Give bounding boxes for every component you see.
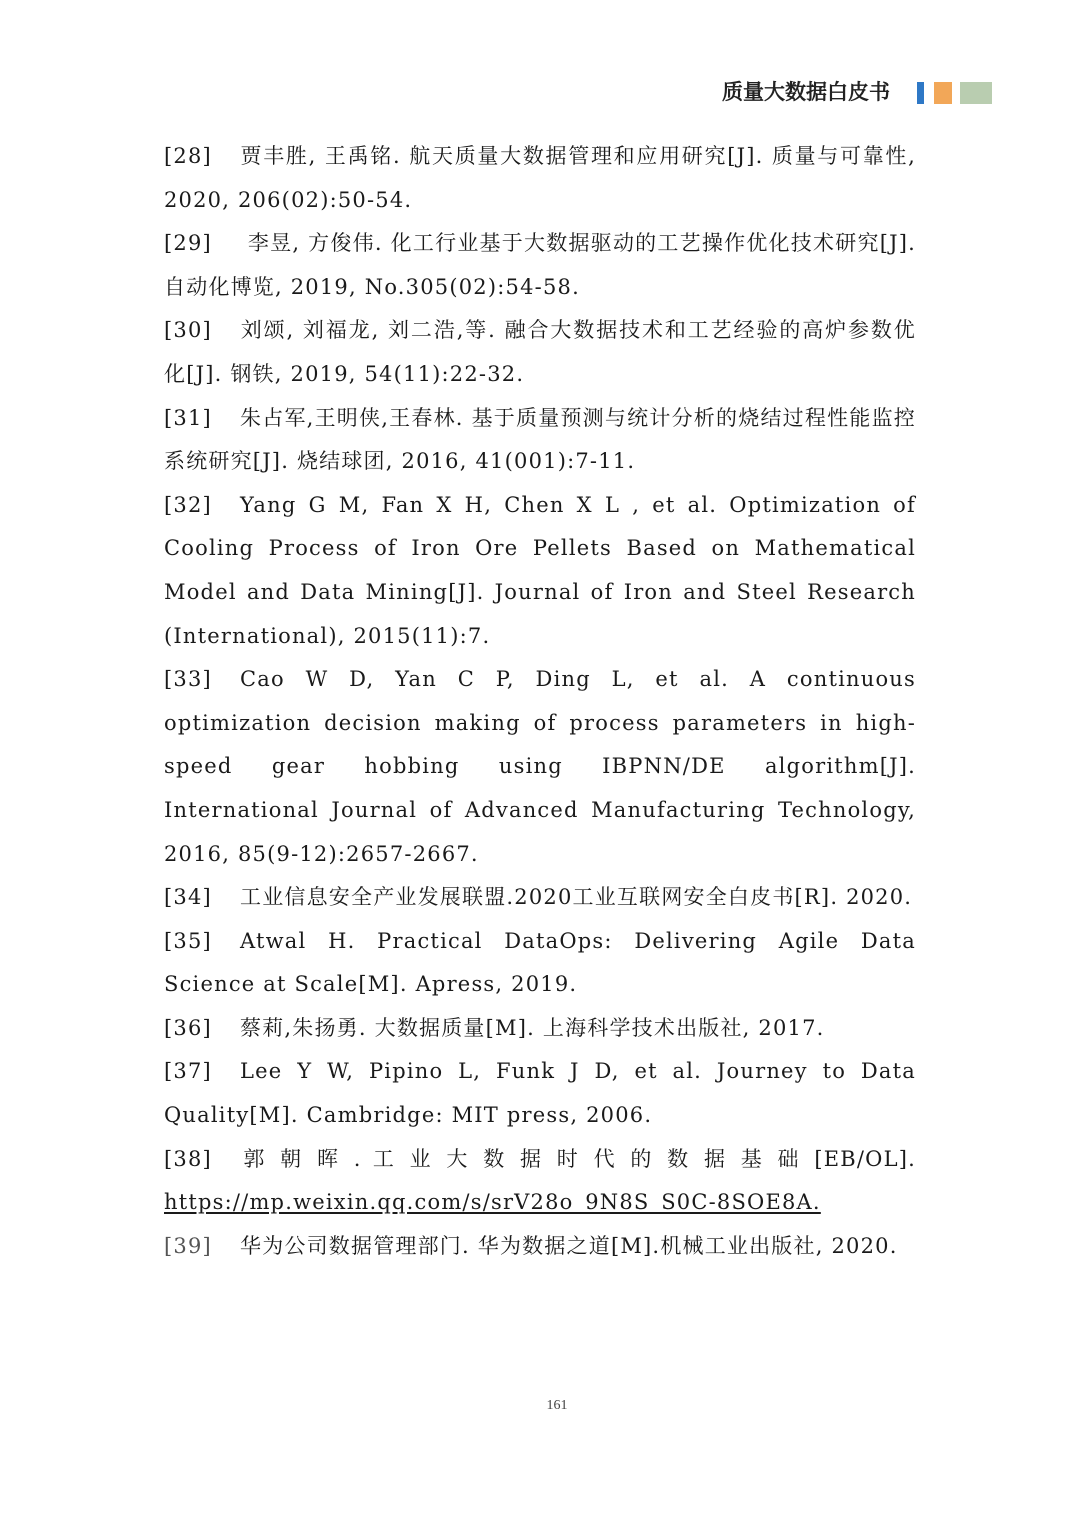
reference-item — [164, 484, 916, 658]
reference-number: [30] — [164, 318, 212, 343]
reference-number: [38] — [164, 1146, 212, 1171]
page-number: 161 — [546, 1398, 568, 1413]
reference-number: [37] — [164, 1059, 212, 1084]
reference-number: [32] — [164, 492, 212, 517]
reference-item — [164, 397, 916, 484]
reference-item — [164, 222, 916, 309]
reference-text: Cao W D, Yan C P, Ding L, et al. A continuous optimization decision making of process parameters in high-speed gear hobbing using IBPNN/DE algorithm[J]. International Journal of Advanced Manufacturing Technology, 2016, 85(9-12):2657-2667. — [164, 667, 916, 866]
reference-text: Yang G M, Fan X H, Chen X L , et al. Optimization of Cooling Process of Iron Ore Pellets Based on Mathematical Model and Data Mining[J]. Journal of Iron and Steel Research (International), 2015(11):7. — [164, 492, 916, 648]
reference-text: 刘颂, 刘福龙, 刘二浩,等. 融合大数据技术和工艺经验的高炉参数优化[J]. 钢铁, 2019, 54(11):22-32. — [164, 318, 916, 386]
reference-number: [39] — [164, 1233, 212, 1258]
reference-item — [164, 135, 916, 222]
reference-item — [164, 1138, 916, 1225]
reference-list — [164, 135, 916, 1268]
reference-text: 郭 朝 晖 . 工 业 大 数 据 时 代 的 数 据 基 础 [EB/OL]. — [240, 1146, 916, 1171]
reference-text: 工业信息安全产业发展联盟.2020工业互联网安全白皮书[R]. 2020. — [240, 885, 913, 910]
reference-text: 蔡莉,朱扬勇. 大数据质量[M]. 上海科学技术出版社, 2017. — [240, 1015, 825, 1040]
reference-item — [164, 658, 916, 876]
document-title: 质量大数据白皮书 — [722, 80, 890, 104]
reference-number: [29] — [164, 231, 212, 256]
reference-item — [164, 920, 916, 1007]
reference-text: Lee Y W, Pipino L, Funk J D, et al. Journey to Data Quality[M]. Cambridge: MIT press, 2006. — [164, 1059, 916, 1128]
reference-number: [35] — [164, 928, 212, 953]
reference-number: [31] — [164, 405, 212, 430]
reference-item — [164, 1225, 916, 1269]
accent-bar-blue — [917, 82, 924, 104]
reference-item — [164, 1007, 916, 1051]
reference-item — [164, 876, 916, 920]
reference-item — [164, 309, 916, 396]
reference-text: 贾丰胜, 王禹铭. 航天质量大数据管理和应用研究[J]. 质量与可靠性, 2020, 206(02):50-54. — [164, 144, 916, 212]
reference-number: [34] — [164, 885, 212, 910]
reference-number: [28] — [164, 144, 212, 168]
reference-text: 朱占军,王明侠,王春林. 基于质量预测与统计分析的烧结过程性能监控系统研究[J]. 烧结球团, 2016, 41(001):7-11. — [164, 405, 916, 474]
reference-number: [33] — [164, 667, 212, 692]
reference-item — [164, 1050, 916, 1137]
reference-text: 李昱, 方俊伟. 化工行业基于大数据驱动的工艺操作优化技术研究[J]. 自动化博览, 2019, No.305(02):54-58. — [164, 231, 916, 299]
reference-number: [36] — [164, 1015, 212, 1040]
accent-bar-orange — [934, 82, 952, 104]
reference-text: 华为公司数据管理部门. 华为数据之道[M].机械工业出版社, 2020. — [240, 1233, 898, 1258]
accent-bar-green — [960, 82, 992, 104]
reference-text: Atwal H. Practical DataOps: Delivering Agile Data Science at Scale[M]. Apress, 2019. — [164, 928, 916, 997]
reference-url-link[interactable]: https://mp.weixin.qq.com/s/srV28o_9N8S_S0C-8SOE8A. — [164, 1190, 821, 1215]
